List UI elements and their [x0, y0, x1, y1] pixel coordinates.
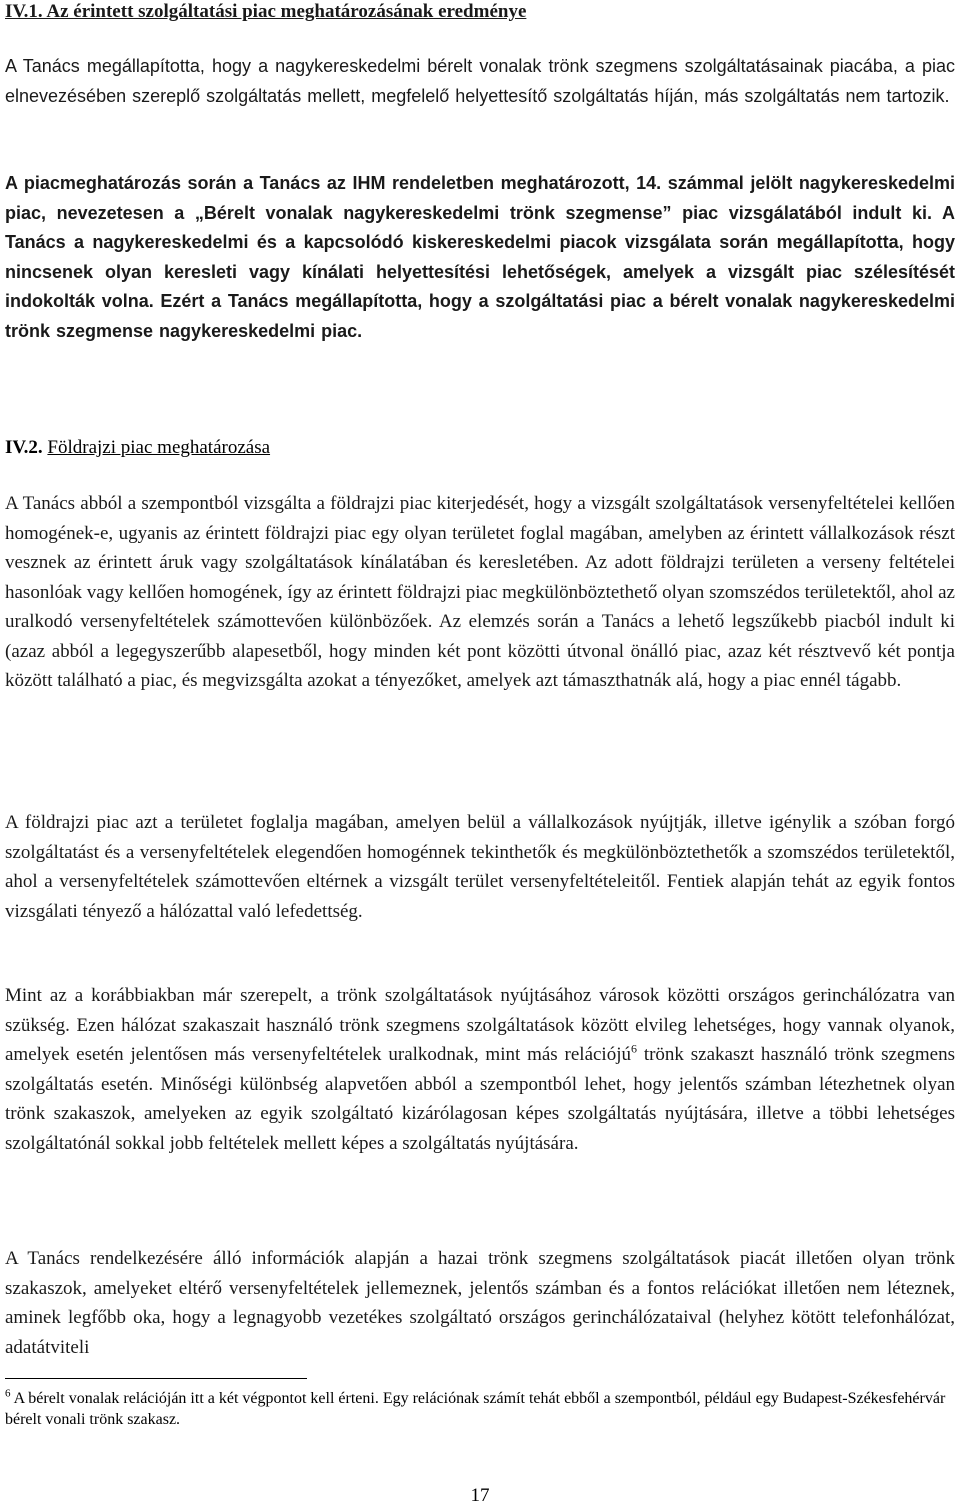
paragraph-5-text-a: Mint az a korábbiakban már szerepelt, a trönk szolgáltatások nyújtásához városok közötti országos gerinchálózatra van szükség. Ezen hálózat szakaszait használó trönk szegmens szolgáltatások között elvileg lehetséges, hogy vannak olyanok, amelyek esetén jelentősen más versenyfeltételek uralkodnak, mint más relációjú	[5, 985, 955, 1065]
paragraph-5	[5, 981, 955, 1158]
paragraph-2-bold-part: A piacmeghatározás során a Tanács az IHM rendeletben meghatározott, 14. számmal jelölt nagykereskedelmi piac, nevezetesen a „Bérelt vonalak nagykereskedelmi trönk szegmense” piac vizsgálatából indult ki.	[5, 173, 955, 223]
section-heading-iv-1: IV.1. Az érintett szolgáltatási piac meghatározásának eredménye	[5, 1, 527, 22]
paragraph-2-rest: A Tanács a nagykereskedelmi és a kapcsolódó kiskereskedelmi piacok vizsgálata során megállapította, hogy nincsenek olyan keresleti vagy kínálati helyettesítési lehetőségek, amelyek a vizsgált piac szélesítését indokolták volna. Ezért a Tanács megállapította, hogy a szolgáltatási piac a bérelt vonalak nagykereskedelmi trönk szegmense nagykereskedelmi piac.	[5, 202, 955, 341]
section-heading-iv-2	[5, 436, 270, 460]
paragraph-1: A Tanács megállapította, hogy a nagykereskedelmi bérelt vonalak trönk szegmens szolgáltatásainak piacába, a piac elnevezésében szereplő szolgáltatás mellett, megfelelő helyettesítő szolgáltatás híján, más szolgáltatás nem tartozik.	[5, 56, 955, 106]
footnote-marker: 6	[5, 1387, 11, 1400]
footnote	[5, 1388, 955, 1430]
footnote-reference: 6	[631, 1041, 637, 1056]
footnote-text: A bérelt vonalak relációján itt a két végpontot kell érteni. Egy relációnak számít tehát ebből a szempontból, például egy Budapest-Székesfehérvár bérelt vonali trönk szakasz.	[5, 1390, 946, 1428]
section-number: IV.2.	[5, 437, 43, 458]
page-number: 17	[470, 1485, 490, 1506]
paragraph-2	[5, 169, 955, 346]
paragraph-5-text-b: trönk szakaszt használó trönk szegmens szolgáltatás esetén. Minőségi különbség alapvetően abból a szempontból lehet, hogy jelentős számban létezhetnek olyan trönk szakaszok, amelyeken az egyik szolgáltató kizárólagosan képes szolgáltatás nyújtására, illetve a többi lehetséges szolgáltatónál sokkal jobb feltételek mellett képes a szolgáltatás nyújtására.	[5, 1044, 955, 1154]
paragraph-4: A földrajzi piac azt a területet foglalja magában, amelyen belül a vállalkozások nyújtják, illetve igénylik a szóban forgó szolgáltatást és a versenyfeltételek elegendően homogénnek tekinthetők és megkülönböztethetők a szomszédos területektől, ahol a versenyfeltételek számottevően eltérnek a vizsgált terület versenyfeltételeitől. Fentiek alapján tehát az egyik fontos vizsgálati tényező a hálózattal való lefedettség.	[5, 812, 955, 922]
paragraph-6: A Tanács rendelkezésére álló információk alapján a hazai trönk szegmens szolgáltatások piacát illetően olyan trönk szakaszok, amelyeket eltérő versenyfeltételek jellemeznek, jelentős számban és a fontos relációkat illetően nem léteznek, aminek legfőbb oka, hogy a legnagyobb vezetékes szolgáltató országos gerinchálózataival (helyhez kötött telefonhálózat, adatátviteli	[5, 1248, 955, 1358]
section-title: Földrajzi piac meghatározása	[47, 437, 271, 458]
paragraph-3: A Tanács abból a szempontból vizsgálta a földrajzi piac kiterjedését, hogy a vizsgált szolgáltatások versenyfeltételei kellően homogének-e, ugyanis az érintett földrajzi piac egy olyan területet foglal magában, amelyben az érintett vállalkozások részt vesznek az érintett áruk vagy szolgáltatások kínálatában és keresletében. Az adott földrajzi területen a verseny feltételei hasonlóak vagy kellően homogének, így az érintett földrajzi piac megkülönböztethető olyan szomszédos területektől, ahol az uralkodó versenyfeltételek számottevően különbözőek. Az elemzés során a Tanács a lehető legszűkebb piacból indult ki (azaz abból a legegyszerűbb alapesetből, hogy minden két pont közötti útvonal önálló piac, azaz két résztvevő két pontja között található a piac, és megvizsgálta azokat a tényezőket, amelyek azt támaszthatnák alá, hogy a piac ennél tágabb.	[5, 493, 955, 691]
footnote-divider	[5, 1378, 307, 1379]
